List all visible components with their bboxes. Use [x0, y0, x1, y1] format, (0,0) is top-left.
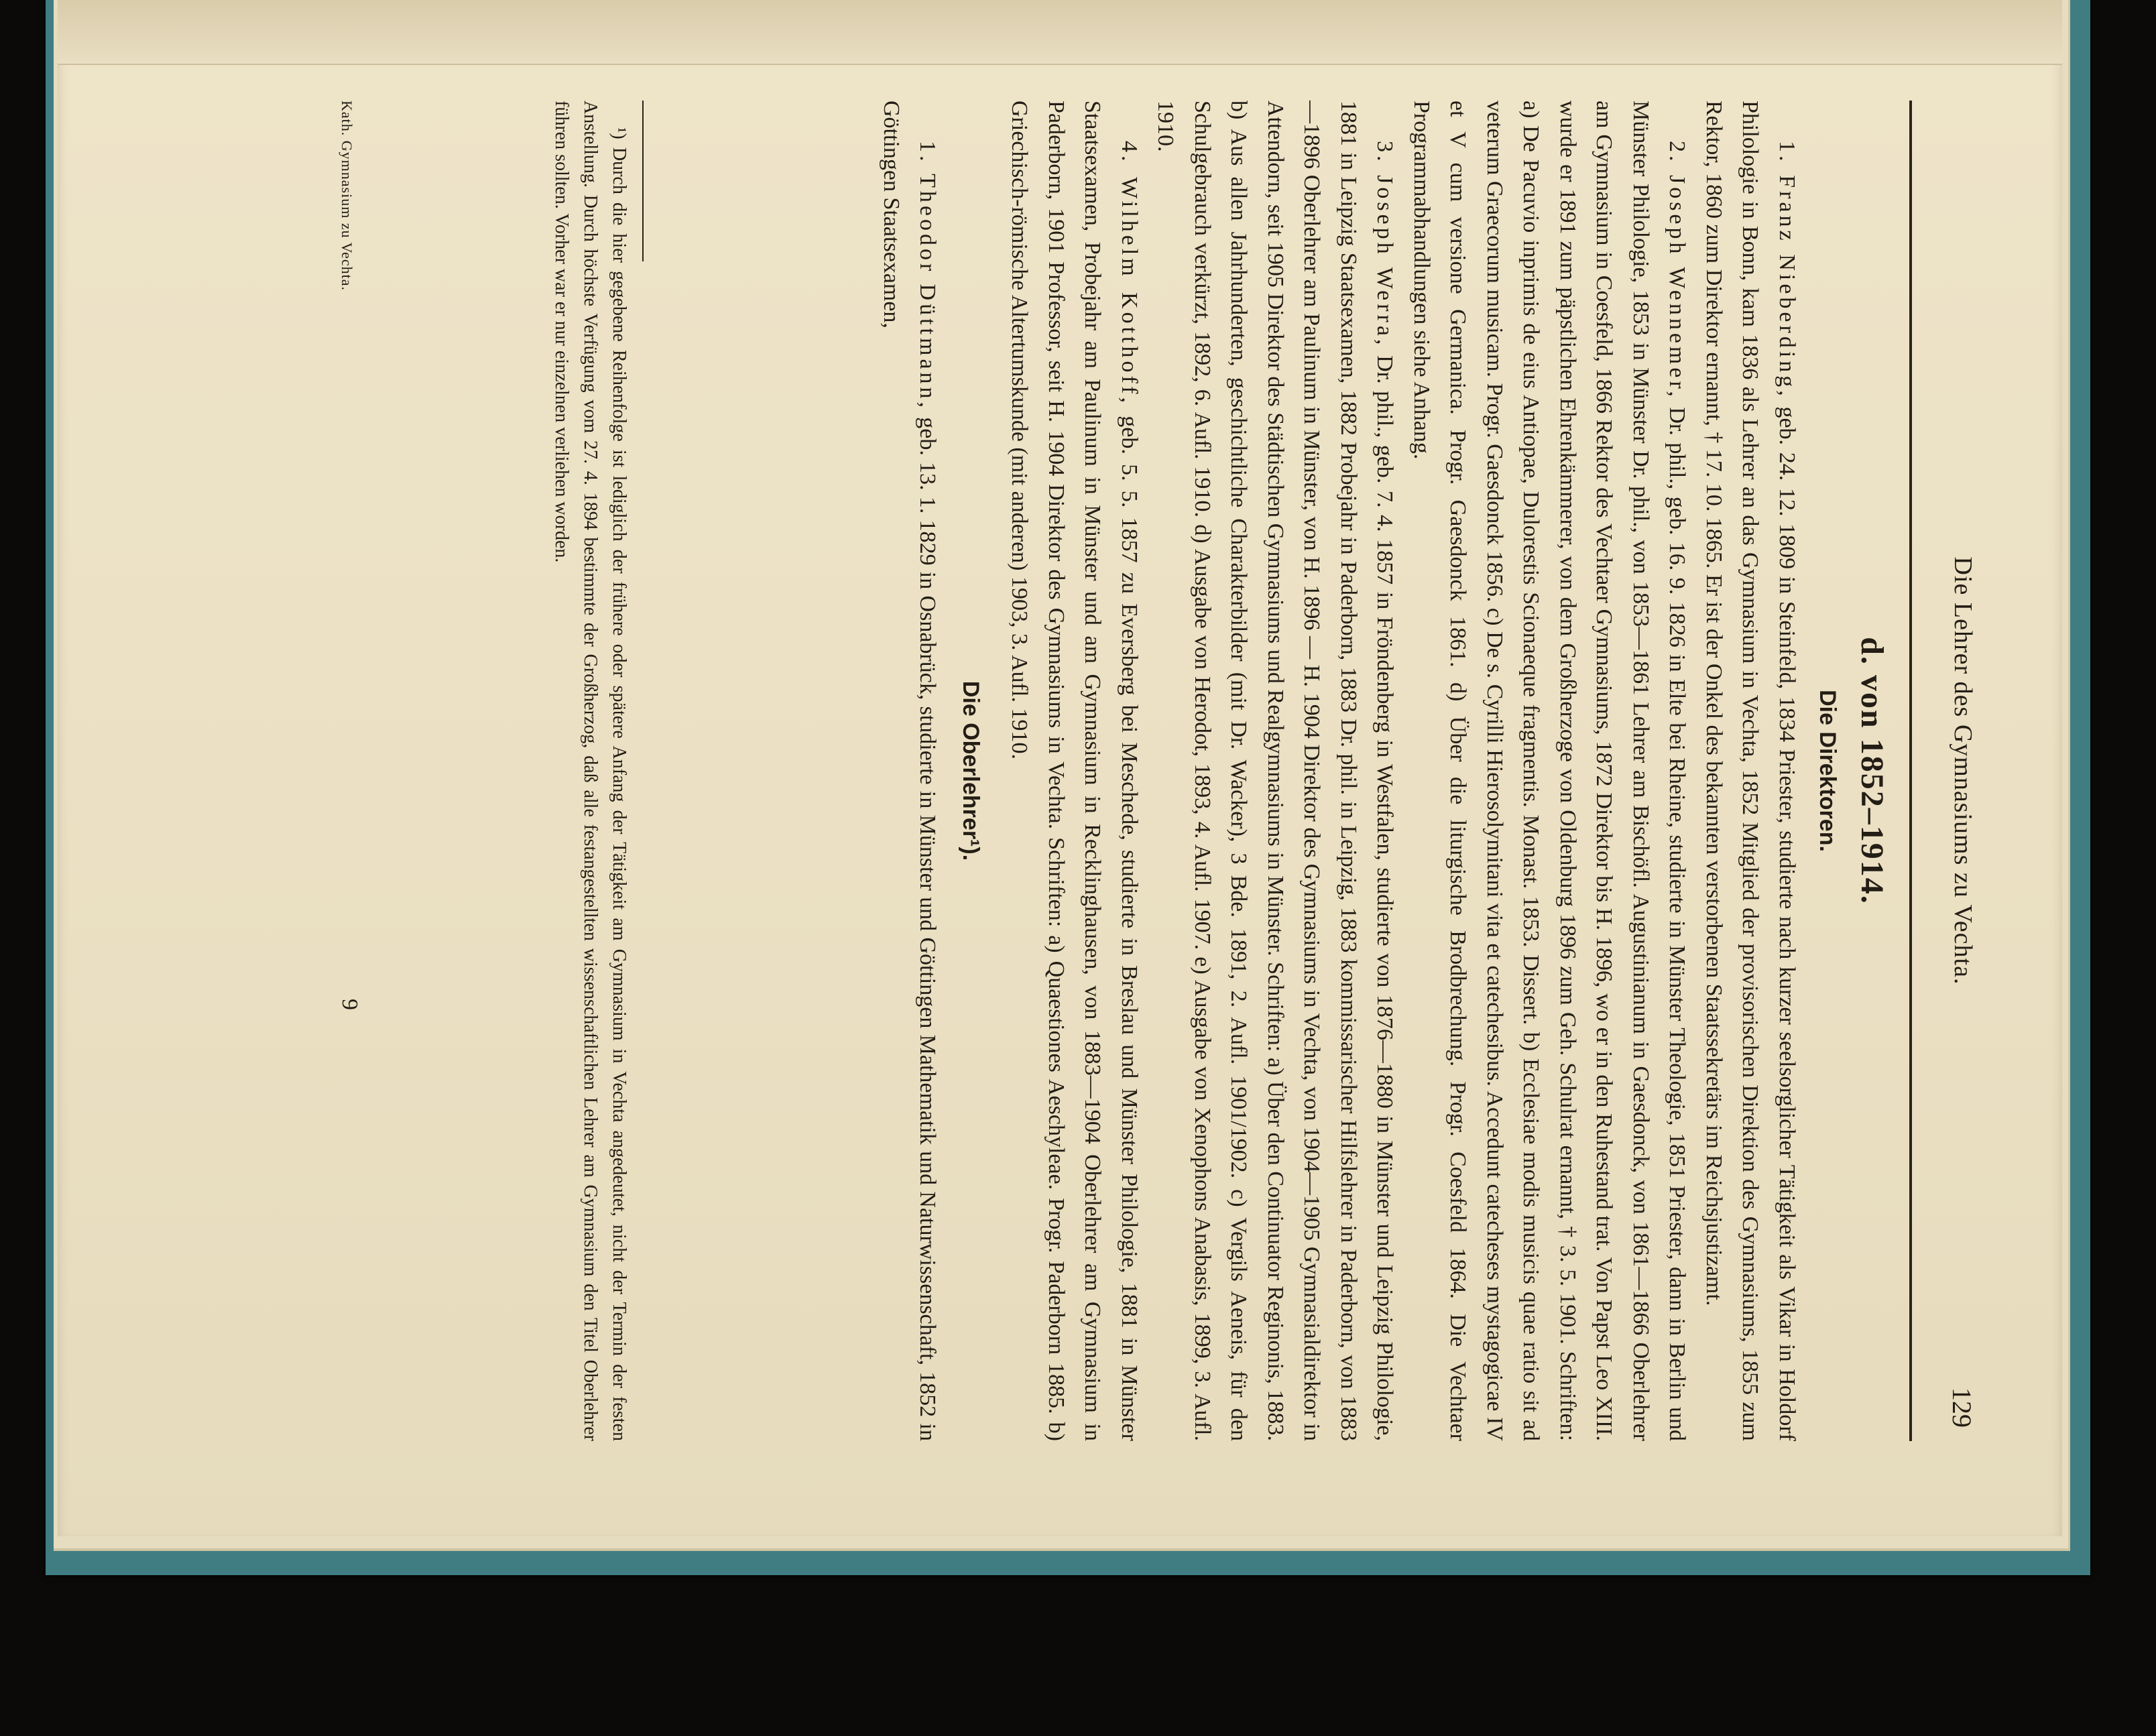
entry-paragraph — [1147, 101, 1403, 1441]
entry-name: 1. Franz Nieberding, — [1775, 141, 1799, 399]
entry-paragraph — [1001, 101, 1147, 1441]
sheet-number: 9 — [337, 999, 362, 1010]
entry-text: geb. 24. 12. 1809 in Steinfeld, 1834 Priester, studierte nach kurzer seelsorglicher Tätigkeit als Vikar in Holdorf Philologie in Bonn, kam 1836 als Lehrer an das Gymnasium in Vechta, 1852 Mitglied der provisorischen Direktion des Gymnasiums, 1855 zum Rektor, 1860 zum Direktor ernannt, † 17. 10. 1865. Er ist der Onkel des bekannten verstorbenen Staatssekretärs im Reichsjustizamt. — [1701, 101, 1799, 1441]
body-text — [873, 101, 1805, 1441]
entry-paragraph — [1403, 101, 1695, 1441]
entry-name: 3. Joseph Werra, — [1372, 141, 1398, 349]
footnote: ¹) Durch die hier gegebene Reihenfolge ist lediglich der frühere oder spätere Anfang der Tätigkeit am Gymnasium in Vechta angedeutet, nicht der Termin der festen Anstellung. Durch höchste Verfügung vom 27. 4. 1894 bestimmte der Großherzog, daß alle festangestellten wissenschaftlichen Lehrer am Gymnasium den Titel Oberlehrer führen sollten. Vorher war er nur einzelnen verliehen worden. — [551, 101, 630, 1441]
entry-text: geb. 5. 5. 1857 zu Eversberg bei Meschede, studierte in Breslau und Münster Philologie, 1881 in Münster Staatsexamen, Probejahr am Paulinum in Münster und am Gymnasium in Recklinghausen, von 1883—1904 Oberlehrer am Gymnasium in Paderborn, 1901 Professor, seit H. 1904 Direktor des Gymnasiums in Vechta. Schriften: a) Quaestiones Aeschyleae. Progr. Paderborn 1885. b) Griechisch-römische Altertumskunde (mit anderen) 1903, 3. Aufl. 1910. — [1007, 101, 1142, 1442]
entry-paragraph — [873, 101, 946, 1441]
oberlehrer-heading: Die Oberlehrer¹). — [958, 680, 983, 861]
running-header: Die Lehrer des Gymnasiums zu Vechta. — [1949, 556, 1977, 985]
header-rule — [1909, 101, 1912, 1441]
rotated-page-content — [328, 101, 1978, 1441]
section-title: d. von 1852–1914. — [1854, 637, 1890, 905]
footnote-rule — [642, 101, 644, 261]
entry-text: Dr. phil., geb. 7. 4. 1857 in Fröndenberg in Westfalen, studierte von 1876—1880 in Münster und Leipzig Philologie, 1881 in Leipzig Staatsexamen, 1882 Probejahr in Paderborn, 1883 Dr. phil. in Leipzig, 1883 kommissarischer Hilfslehrer in Paderborn, von 1883—1896 Oberlehrer am Paulinum in Münster, von H. 1896 — H. 1904 Direktor des Gymnasiums in Vechta, von 1904—1905 Gymnasialdirektor in Attendorn, seit 1905 Direktor des Städtischen Gymnasiums und Realgymnasiums in Münster. Schriften: a) Über den Continuator Reginonis, 1883. b) Aus allen Jahrhunderten, geschichtliche Charakterbilder (mit Dr. Wacker), 3 Bde. 1891, 2. Aufl. 1901/1902. c) Vergils Aeneis, für den Schulgebrauch verkürzt, 1892, 6. Aufl. 1910. d) Ausgabe von Herodot, 1893, 4. Aufl. 1907. e) Ausgabe von Xenophons Anabasis, 1899, 3. Aufl. 1910. — [1153, 101, 1398, 1441]
entry-paragraph — [1695, 101, 1805, 1441]
entry-name: 4. Wilhelm Kotthoff, — [1117, 141, 1142, 406]
page-number: 129 — [1947, 1387, 1977, 1428]
signature-mark: Kath. Gymnasium zu Vechta. — [339, 101, 355, 292]
entry-text: geb. 13. 1. 1829 in Osnabrück, studierte in Münster und Göttingen Mathematik und Naturwissenschaft, 1852 in Göttingen Staatsexamen, — [879, 101, 941, 1441]
page-top-strip — [58, 0, 2062, 65]
entry-text: Dr. phil., geb. 16. 9. 1826 in Elte bei Rheine, studierte in Münster Theologie, 1851 Priester, dann in Berlin und Münster Philologie, 1853 in Münster Dr. phil., von 1853—1861 Lehrer am Bischöfl. Augustinianum in Gaesdonck, von 1861—1866 Oberlehrer am Gymnasium in Coesfeld, 1866 Rektor des Vechtaer Gymnasiums, 1872 Direktor bis H. 1896, wo er in den Ruhestand trat. Von Papst Leo XIII. wurde er 1891 zum päpstlichen Ehrenkämmerer, von dem Großherzoge von Oldenburg 1896 zum Geh. Schulrat ernannt, † 3. 5. 1901. Schriften: a) De Pacuvio inprimis de eius Antiopae, Dulorestis Scionaeque fragmentis. Monast. 1853. Dissert. b) Ecclesiae modis musicis quae ratio sit ad veterum Graecorum musicam. Progr. Gaesdonck 1856. c) De s. Cyrilli Hierosolymitani vita et catechesibus. Accedunt catecheses mystagogicae IV et V cum versione Germanica. Progr. Gaesdonck 1861. d) Über die liturgische Brodbrechung. Progr. Coesfeld 1864. Die Vechtaer Programmabhandlungen siehe Anhang. — [1409, 101, 1690, 1441]
section-subtitle: Die Direktoren. — [1815, 690, 1840, 852]
entry-name: 1. Theodor Düttmann, — [915, 141, 941, 412]
entry-name: 2. Joseph Wennemer, — [1665, 141, 1690, 400]
